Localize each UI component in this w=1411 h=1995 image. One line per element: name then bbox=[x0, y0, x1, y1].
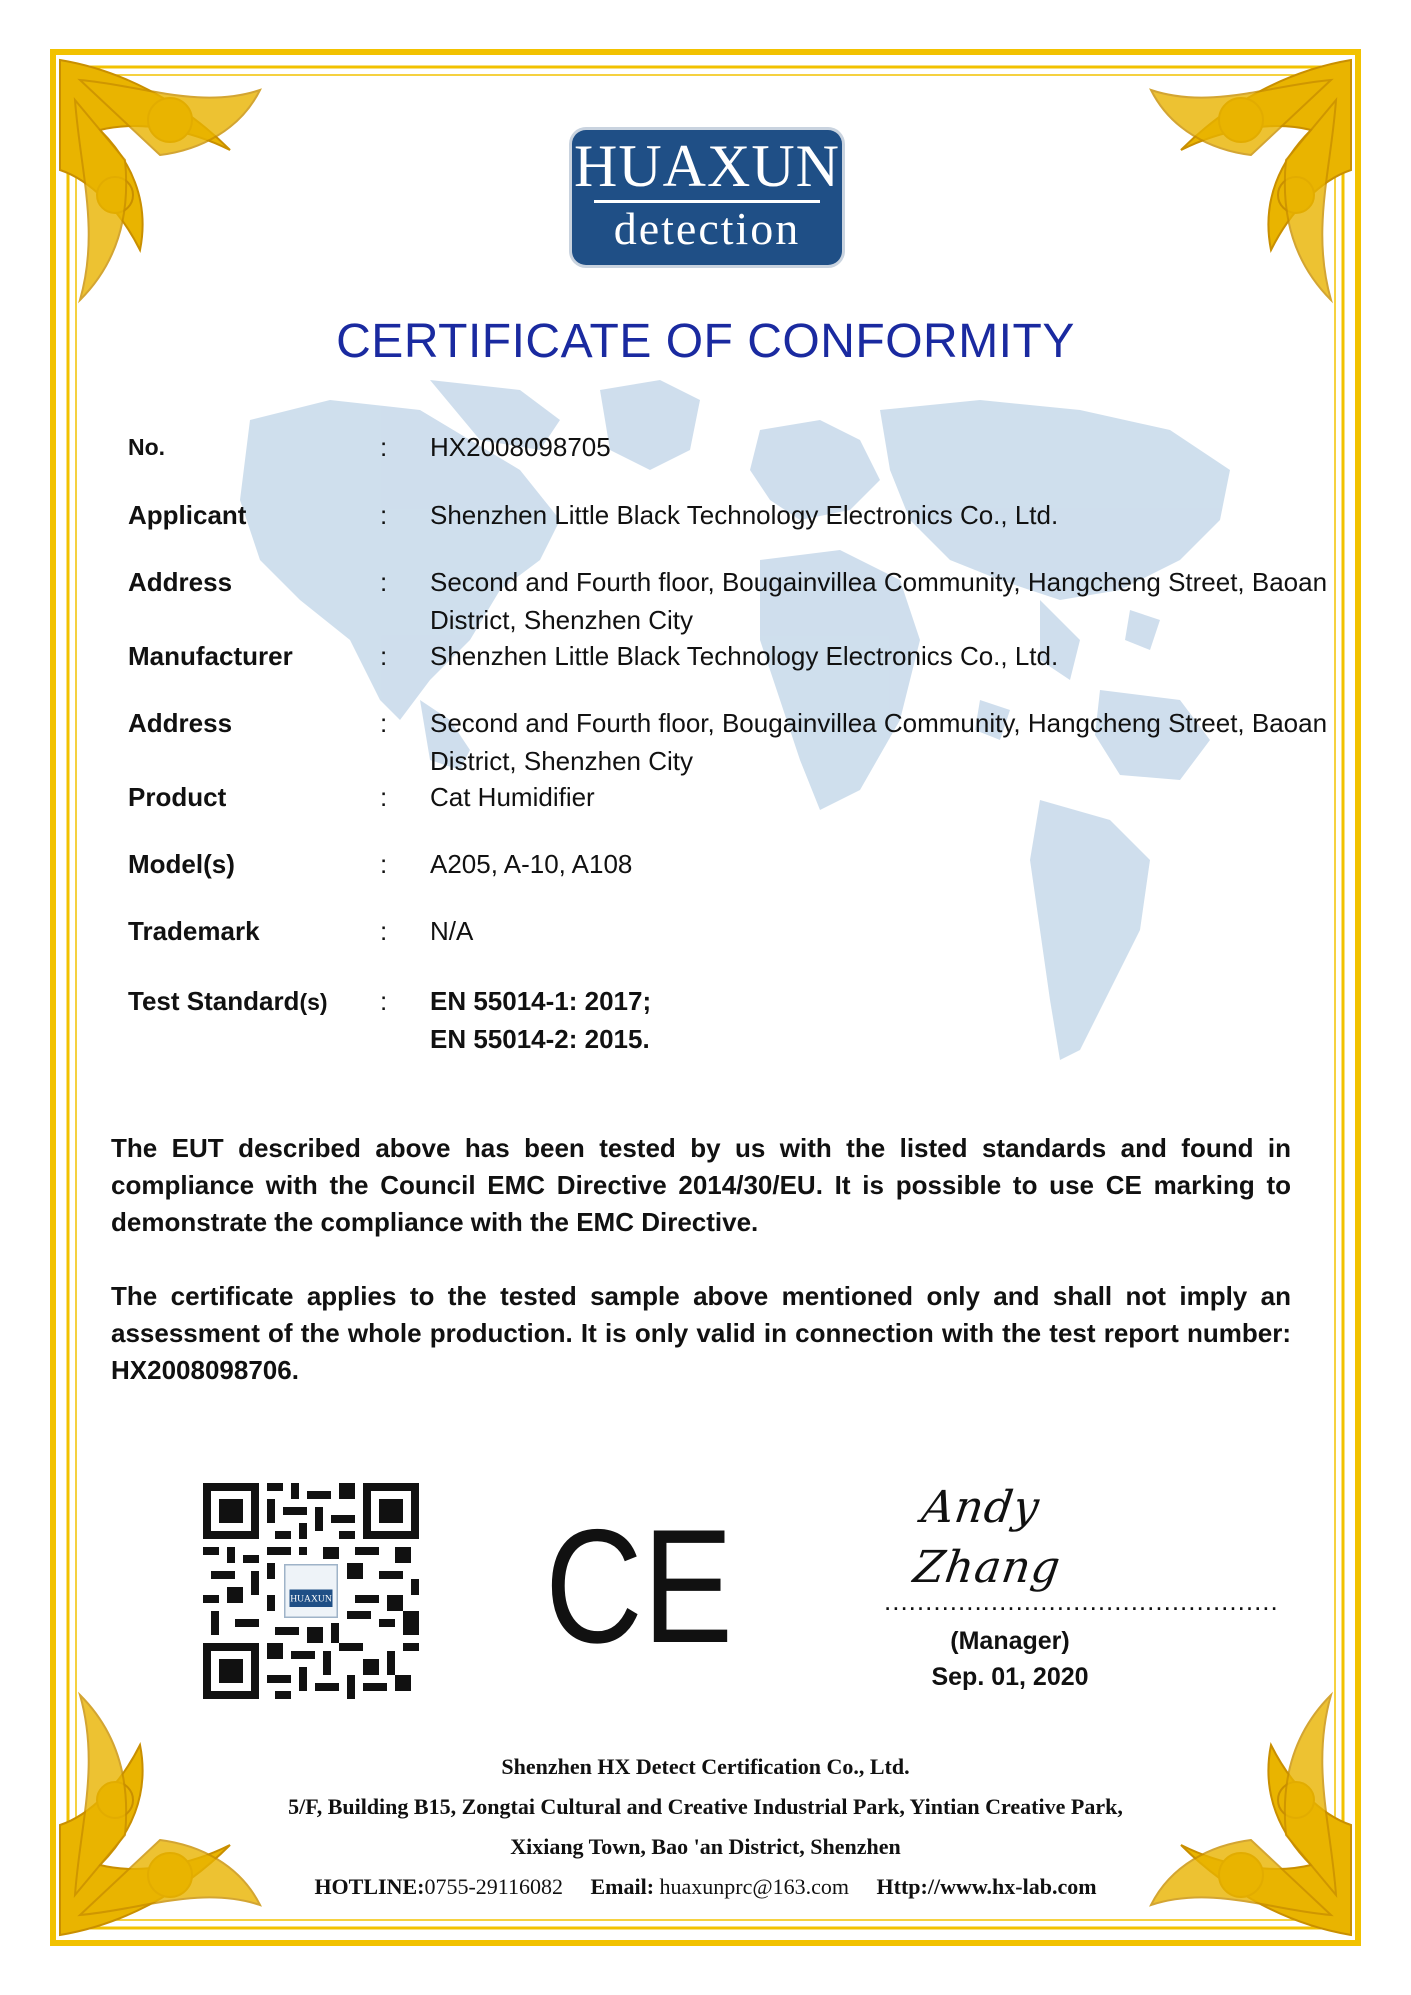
logo-line1: HUAXUN bbox=[574, 133, 840, 199]
field-label: Product bbox=[128, 782, 227, 812]
email-label: Email: bbox=[590, 1874, 655, 1899]
field-colon: : bbox=[380, 986, 388, 1016]
footer-address-line1: 5/F, Building B15, Zongtai Cultural and Creative Industrial Park, Yintian Creative Park, bbox=[288, 1794, 1123, 1819]
website-link[interactable]: Http://www.hx-lab.com bbox=[876, 1874, 1097, 1899]
field-value: Shenzhen Little Black Technology Electronics Co., Ltd. bbox=[430, 641, 1059, 671]
field-value bbox=[430, 982, 1400, 1058]
certificate-title: CERTIFICATE OF CONFORMITY bbox=[336, 315, 1075, 368]
compliance-paragraph: The EUT described above has been tested by us with the listed standards and found in compliance with the Council EMC Directive 2014/30/EU. It is possible to use CE marking to demonstrate the compliance with the EMC Directive. bbox=[111, 1133, 1291, 1237]
field-label: Applicant bbox=[128, 500, 247, 530]
manager-signature: Andy Zhang bbox=[910, 1482, 1065, 1593]
ce-mark-text: CE bbox=[545, 1496, 733, 1677]
field-value: HX2008098705 bbox=[430, 432, 611, 462]
huaxun-logo bbox=[572, 130, 842, 265]
field-label: Trademark bbox=[128, 916, 260, 946]
footer-contact bbox=[0, 1872, 1411, 1902]
standard-line-2: EN 55014-2: 2015. bbox=[430, 1024, 650, 1054]
qr-logo-text: HUAXUN bbox=[290, 1593, 332, 1605]
field-value: Second and Fourth floor, Bougainvillea Community, Hangcheng Street, Baoan District, Shenzhen City bbox=[430, 708, 1328, 776]
field-label bbox=[128, 982, 328, 1021]
standard-line-1: EN 55014-1: 2017; bbox=[430, 986, 652, 1016]
field-value: Second and Fourth floor, Bougainvillea Community, Hangcheng Street, Baoan District, Shenzhen City bbox=[430, 567, 1328, 635]
email-address[interactable]: huaxunprc@163.com bbox=[659, 1874, 850, 1899]
field-value: Shenzhen Little Black Technology Electronics Co., Ltd. bbox=[430, 500, 1059, 530]
field-colon: : bbox=[380, 567, 388, 597]
field-value: A205, A-10, A108 bbox=[430, 849, 633, 879]
issue-date: Sep. 01, 2020 bbox=[931, 1663, 1089, 1691]
qr-code bbox=[203, 1483, 419, 1699]
field-colon: : bbox=[380, 782, 388, 812]
field-value: N/A bbox=[430, 916, 474, 946]
field-colon: : bbox=[380, 916, 388, 946]
hotline-label: HOTLINE: bbox=[314, 1874, 425, 1899]
hotline-number: 0755-29116082 bbox=[424, 1874, 563, 1899]
field-colon: : bbox=[380, 500, 388, 530]
field-colon: : bbox=[380, 641, 388, 671]
field-colon: : bbox=[380, 708, 388, 738]
field-value: Cat Humidifier bbox=[430, 782, 595, 812]
field-label: No. bbox=[128, 434, 166, 460]
validity-paragraph: The certificate applies to the tested sample above mentioned only and shall not imply an assessment of the whole production. It is only valid in connection with the test report number: HX2008098706. bbox=[111, 1281, 1291, 1385]
footer-address-line2: Xixiang Town, Bao 'an District, Shenzhen bbox=[510, 1834, 901, 1859]
field-label-suffix: (s) bbox=[299, 989, 328, 1015]
signer-role: (Manager) bbox=[950, 1627, 1070, 1655]
field-colon: : bbox=[380, 849, 388, 879]
field-label: Address bbox=[128, 567, 233, 597]
field-label: Address bbox=[128, 708, 233, 738]
field-label: Manufacturer bbox=[128, 641, 293, 671]
field-label-main: Test Standard bbox=[128, 986, 300, 1016]
logo-line2: detection bbox=[613, 203, 801, 254]
field-colon: : bbox=[380, 432, 388, 462]
footer-company: Shenzhen HX Detect Certification Co., Ltd. bbox=[501, 1754, 910, 1779]
ce-mark-icon bbox=[545, 1496, 735, 1677]
field-label: Model(s) bbox=[128, 849, 235, 879]
signature-line: ................................................ bbox=[884, 1586, 1279, 1616]
